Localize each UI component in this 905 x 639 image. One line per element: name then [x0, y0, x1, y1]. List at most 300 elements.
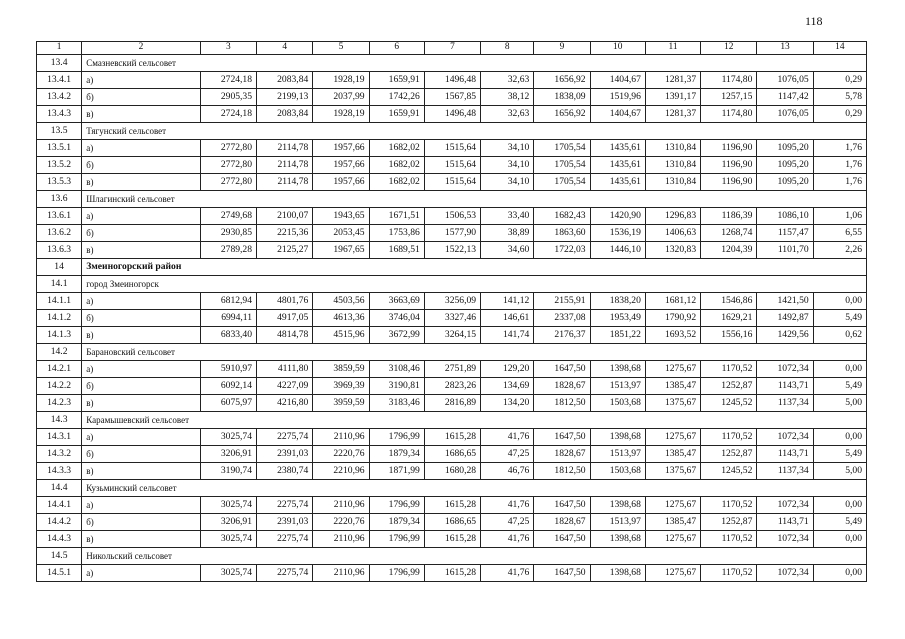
- column-header: 6: [369, 42, 424, 55]
- table-cell: 1095,20: [757, 157, 813, 174]
- section-row: [37, 55, 867, 72]
- table-cell: 1496,48: [424, 72, 480, 89]
- row-code: 13.6.3: [37, 242, 82, 259]
- table-cell: 34,10: [481, 157, 534, 174]
- row-code: 14.1.3: [37, 327, 82, 344]
- table-cell: 2155,91: [534, 293, 590, 310]
- table-cell: 1375,67: [645, 463, 700, 480]
- table-cell: 6833,40: [200, 327, 256, 344]
- section-row: [37, 123, 867, 140]
- table-cell: 1143,71: [757, 514, 813, 531]
- table-cell: 4515,96: [313, 327, 369, 344]
- row-variant: а): [82, 293, 201, 310]
- table-cell: 1503,68: [590, 463, 645, 480]
- table-cell: 4613,36: [313, 310, 369, 327]
- table-cell: 1,06: [813, 208, 866, 225]
- section-row: [37, 480, 867, 497]
- table-cell: 146,61: [481, 310, 534, 327]
- section-code: 13.4: [37, 55, 82, 72]
- table-cell: 2110,96: [313, 429, 369, 446]
- table-cell: 1796,99: [369, 497, 424, 514]
- table-cell: 1391,17: [645, 89, 700, 106]
- table-cell: 2114,78: [257, 140, 313, 157]
- section-code: 14.4: [37, 480, 82, 497]
- table-cell: 5910,97: [200, 361, 256, 378]
- table-cell: 1693,52: [645, 327, 700, 344]
- table-cell: 2110,96: [313, 497, 369, 514]
- table-cell: 2110,96: [313, 531, 369, 548]
- table-cell: 1682,02: [369, 174, 424, 191]
- table-cell: 141,12: [481, 293, 534, 310]
- row-variant: а): [82, 140, 201, 157]
- row-variant: б): [82, 89, 201, 106]
- table-cell: 1072,34: [757, 565, 813, 582]
- table-cell: 1689,51: [369, 242, 424, 259]
- table-cell: 4111,80: [257, 361, 313, 378]
- table-cell: 1252,87: [701, 378, 757, 395]
- table-cell: 1143,71: [757, 378, 813, 395]
- table-cell: 1957,66: [313, 157, 369, 174]
- table-cell: 1647,50: [534, 429, 590, 446]
- row-code: 14.3.2: [37, 446, 82, 463]
- table-cell: 41,76: [481, 497, 534, 514]
- row-variant: а): [82, 497, 201, 514]
- row-code: 13.4.2: [37, 89, 82, 106]
- table-cell: 1496,48: [424, 106, 480, 123]
- column-header: 4: [257, 42, 313, 55]
- section-code: 14.1: [37, 276, 82, 293]
- table-cell: 1170,52: [701, 429, 757, 446]
- table-cell: 38,89: [481, 225, 534, 242]
- table-row: [37, 514, 867, 531]
- section-title: Никольский сельсовет: [82, 548, 867, 565]
- table-cell: 1296,83: [645, 208, 700, 225]
- table-cell: 2772,80: [200, 157, 256, 174]
- table-cell: 1503,68: [590, 395, 645, 412]
- row-code: 13.5.2: [37, 157, 82, 174]
- table-cell: 1536,19: [590, 225, 645, 242]
- table-cell: 1310,84: [645, 174, 700, 191]
- row-variant: б): [82, 514, 201, 531]
- table-cell: 1086,10: [757, 208, 813, 225]
- row-code: 14.3.3: [37, 463, 82, 480]
- table-cell: 2751,89: [424, 361, 480, 378]
- table-cell: 2275,74: [257, 429, 313, 446]
- row-variant: а): [82, 565, 201, 582]
- table-cell: 1275,67: [645, 531, 700, 548]
- table-cell: 1671,51: [369, 208, 424, 225]
- table-cell: 47,25: [481, 446, 534, 463]
- table-cell: 4227,09: [257, 378, 313, 395]
- table-row: [37, 225, 867, 242]
- row-code: 14.3.1: [37, 429, 82, 446]
- table-cell: 5,00: [813, 395, 866, 412]
- table-cell: 1435,61: [590, 174, 645, 191]
- table-cell: 1095,20: [757, 140, 813, 157]
- table-cell: 2053,45: [313, 225, 369, 242]
- table-row: [37, 327, 867, 344]
- table-cell: 1686,65: [424, 514, 480, 531]
- table-cell: 1659,91: [369, 72, 424, 89]
- table-cell: 129,20: [481, 361, 534, 378]
- table-cell: 41,76: [481, 531, 534, 548]
- section-title: Змеиногорский район: [82, 259, 867, 276]
- table-cell: 1681,12: [645, 293, 700, 310]
- row-variant: б): [82, 378, 201, 395]
- table-cell: 1174,80: [701, 106, 757, 123]
- table-cell: 4917,05: [257, 310, 313, 327]
- table-cell: 1076,05: [757, 106, 813, 123]
- table-cell: 1812,50: [534, 463, 590, 480]
- page-number: 118: [805, 14, 823, 28]
- table-cell: 1967,65: [313, 242, 369, 259]
- column-header: 10: [590, 42, 645, 55]
- table-cell: 3859,59: [313, 361, 369, 378]
- table-row: [37, 208, 867, 225]
- section-title: город Змеиногорск: [82, 276, 867, 293]
- table-cell: 5,00: [813, 463, 866, 480]
- table-cell: 2199,13: [257, 89, 313, 106]
- table-cell: 1375,67: [645, 395, 700, 412]
- table-row: [37, 242, 867, 259]
- table-cell: 0,00: [813, 361, 866, 378]
- table-cell: 5,49: [813, 378, 866, 395]
- table-row: [37, 565, 867, 582]
- table-cell: 0,00: [813, 429, 866, 446]
- section-title: Тягунский сельсовет: [82, 123, 867, 140]
- section-row: [37, 412, 867, 429]
- table-cell: 2176,37: [534, 327, 590, 344]
- table-cell: 1170,52: [701, 531, 757, 548]
- section-row: [37, 259, 867, 276]
- table-cell: 1629,21: [701, 310, 757, 327]
- table-cell: 34,60: [481, 242, 534, 259]
- table-cell: 1615,28: [424, 531, 480, 548]
- section-title: Карамышевский сельсовет: [82, 412, 867, 429]
- table-cell: 1310,84: [645, 140, 700, 157]
- table-cell: 1404,67: [590, 106, 645, 123]
- row-code: 14.2.3: [37, 395, 82, 412]
- row-variant: б): [82, 225, 201, 242]
- table-cell: 1546,86: [701, 293, 757, 310]
- table-cell: 1863,60: [534, 225, 590, 242]
- row-code: 14.1.1: [37, 293, 82, 310]
- column-header: 14: [813, 42, 866, 55]
- table-cell: 1519,96: [590, 89, 645, 106]
- table-row: [37, 157, 867, 174]
- table-cell: 1170,52: [701, 361, 757, 378]
- table-cell: 1076,05: [757, 72, 813, 89]
- table-cell: 1398,68: [590, 497, 645, 514]
- table-cell: 1429,56: [757, 327, 813, 344]
- column-header: 3: [200, 42, 256, 55]
- table-cell: 1838,09: [534, 89, 590, 106]
- table-cell: 2816,89: [424, 395, 480, 412]
- table-row: [37, 531, 867, 548]
- table-cell: 1790,92: [645, 310, 700, 327]
- table-cell: 6,55: [813, 225, 866, 242]
- table-cell: 1072,34: [757, 531, 813, 548]
- column-header: 13: [757, 42, 813, 55]
- section-row: [37, 548, 867, 565]
- table-cell: 1522,13: [424, 242, 480, 259]
- section-code: 13.5: [37, 123, 82, 140]
- table-cell: 1,76: [813, 174, 866, 191]
- row-variant: а): [82, 72, 201, 89]
- row-code: 13.6.1: [37, 208, 82, 225]
- table-cell: 1647,50: [534, 565, 590, 582]
- section-row: [37, 344, 867, 361]
- table-cell: 2114,78: [257, 157, 313, 174]
- table-cell: 1879,34: [369, 514, 424, 531]
- table-cell: 1515,64: [424, 174, 480, 191]
- table-cell: 134,69: [481, 378, 534, 395]
- table-cell: 4801,76: [257, 293, 313, 310]
- table-row: [37, 463, 867, 480]
- table-cell: 1275,67: [645, 565, 700, 582]
- column-header: 1: [37, 42, 82, 55]
- table-cell: 1072,34: [757, 429, 813, 446]
- table-cell: 1506,53: [424, 208, 480, 225]
- table-cell: 1722,03: [534, 242, 590, 259]
- table-cell: 1268,74: [701, 225, 757, 242]
- row-code: 13.4.1: [37, 72, 82, 89]
- table-cell: 1943,65: [313, 208, 369, 225]
- table-cell: 6075,97: [200, 395, 256, 412]
- table-cell: 2772,80: [200, 140, 256, 157]
- table-cell: 34,10: [481, 140, 534, 157]
- table-cell: 2210,96: [313, 463, 369, 480]
- table-cell: 1420,90: [590, 208, 645, 225]
- table-cell: 1257,15: [701, 89, 757, 106]
- table-cell: 1446,10: [590, 242, 645, 259]
- table-cell: 1753,86: [369, 225, 424, 242]
- column-header: 7: [424, 42, 480, 55]
- table-row: [37, 106, 867, 123]
- table-cell: 1421,50: [757, 293, 813, 310]
- row-variant: в): [82, 174, 201, 191]
- row-code: 14.4.2: [37, 514, 82, 531]
- table-cell: 1095,20: [757, 174, 813, 191]
- table-cell: 1705,54: [534, 174, 590, 191]
- column-header: 9: [534, 42, 590, 55]
- table-cell: 3206,91: [200, 514, 256, 531]
- table-cell: 1186,39: [701, 208, 757, 225]
- table-cell: 1,76: [813, 140, 866, 157]
- table-cell: 3672,99: [369, 327, 424, 344]
- row-code: 13.4.3: [37, 106, 82, 123]
- table-row: [37, 446, 867, 463]
- table-cell: 1101,70: [757, 242, 813, 259]
- table-cell: 1157,47: [757, 225, 813, 242]
- table-cell: 1492,87: [757, 310, 813, 327]
- column-header: 2: [82, 42, 201, 55]
- table-cell: 1398,68: [590, 565, 645, 582]
- table-row: [37, 72, 867, 89]
- table-cell: 1275,67: [645, 497, 700, 514]
- section-row: [37, 191, 867, 208]
- table-cell: 1647,50: [534, 361, 590, 378]
- section-code: 14: [37, 259, 82, 276]
- table-cell: 2380,74: [257, 463, 313, 480]
- section-title: Шлагинский сельсовет: [82, 191, 867, 208]
- table-cell: 1828,67: [534, 378, 590, 395]
- table-cell: 1615,28: [424, 565, 480, 582]
- table-cell: 1275,67: [645, 429, 700, 446]
- table-cell: 2391,03: [257, 514, 313, 531]
- table-cell: 1196,90: [701, 157, 757, 174]
- table-cell: 3256,09: [424, 293, 480, 310]
- section-code: 14.5: [37, 548, 82, 565]
- table-cell: 1252,87: [701, 446, 757, 463]
- table-cell: 1513,97: [590, 514, 645, 531]
- table-cell: 2110,96: [313, 565, 369, 582]
- table-cell: 6994,11: [200, 310, 256, 327]
- table-cell: 1828,67: [534, 446, 590, 463]
- table-cell: 1796,99: [369, 429, 424, 446]
- table-cell: 1682,43: [534, 208, 590, 225]
- table-cell: 0,00: [813, 293, 866, 310]
- table-cell: 3206,91: [200, 446, 256, 463]
- row-code: 14.4.1: [37, 497, 82, 514]
- row-variant: а): [82, 208, 201, 225]
- table-cell: 2,26: [813, 242, 866, 259]
- table-cell: 1275,67: [645, 361, 700, 378]
- table-cell: 1310,84: [645, 157, 700, 174]
- table-cell: 3264,15: [424, 327, 480, 344]
- row-code: 13.5.1: [37, 140, 82, 157]
- table-cell: 2100,07: [257, 208, 313, 225]
- table-cell: 5,49: [813, 446, 866, 463]
- table-cell: 1281,37: [645, 106, 700, 123]
- table-cell: 1174,80: [701, 72, 757, 89]
- table-cell: 33,40: [481, 208, 534, 225]
- table-row: [37, 174, 867, 191]
- row-variant: б): [82, 157, 201, 174]
- table-cell: 1647,50: [534, 531, 590, 548]
- row-variant: в): [82, 395, 201, 412]
- table-row: [37, 361, 867, 378]
- table-cell: 2789,28: [200, 242, 256, 259]
- table-cell: 1196,90: [701, 140, 757, 157]
- table-row: [37, 429, 867, 446]
- table-cell: 134,20: [481, 395, 534, 412]
- table-cell: 1143,71: [757, 446, 813, 463]
- table-cell: 1404,67: [590, 72, 645, 89]
- table-cell: 4814,78: [257, 327, 313, 344]
- section-title: Смазневский сельсовет: [82, 55, 867, 72]
- table-cell: 3190,81: [369, 378, 424, 395]
- table-cell: 0,62: [813, 327, 866, 344]
- table-cell: 1686,65: [424, 446, 480, 463]
- table-cell: 1796,99: [369, 531, 424, 548]
- section-title: Кузьминский сельсовет: [82, 480, 867, 497]
- table-cell: 2125,27: [257, 242, 313, 259]
- table-cell: 38,12: [481, 89, 534, 106]
- table-cell: 2275,74: [257, 497, 313, 514]
- table-cell: 1705,54: [534, 140, 590, 157]
- row-variant: в): [82, 327, 201, 344]
- table-cell: 2275,74: [257, 565, 313, 582]
- table-cell: 1682,02: [369, 140, 424, 157]
- table-cell: 2930,85: [200, 225, 256, 242]
- row-code: 14.4.3: [37, 531, 82, 548]
- table-cell: 1615,28: [424, 429, 480, 446]
- table-cell: 1871,99: [369, 463, 424, 480]
- row-code: 14.5.1: [37, 565, 82, 582]
- column-header: 11: [645, 42, 700, 55]
- section-code: 14.2: [37, 344, 82, 361]
- table-cell: 1170,52: [701, 565, 757, 582]
- table-cell: 1204,39: [701, 242, 757, 259]
- column-header: 5: [313, 42, 369, 55]
- table-cell: 1245,52: [701, 395, 757, 412]
- table-cell: 1556,16: [701, 327, 757, 344]
- table-cell: 2823,26: [424, 378, 480, 395]
- table-cell: 3190,74: [200, 463, 256, 480]
- row-variant: в): [82, 106, 201, 123]
- table-row: [37, 497, 867, 514]
- table-cell: 2391,03: [257, 446, 313, 463]
- table-row: [37, 140, 867, 157]
- row-code: 14.1.2: [37, 310, 82, 327]
- table-cell: 1398,68: [590, 361, 645, 378]
- table-cell: 3746,04: [369, 310, 424, 327]
- table-cell: 1147,42: [757, 89, 813, 106]
- table-row: [37, 310, 867, 327]
- table-body: [37, 42, 867, 582]
- table-cell: 3025,74: [200, 497, 256, 514]
- table-cell: 2724,18: [200, 72, 256, 89]
- table-cell: 1406,63: [645, 225, 700, 242]
- table-cell: 1577,90: [424, 225, 480, 242]
- table-cell: 3327,46: [424, 310, 480, 327]
- table-cell: 32,63: [481, 72, 534, 89]
- section-code: 14.3: [37, 412, 82, 429]
- table-cell: 5,78: [813, 89, 866, 106]
- table-cell: 1957,66: [313, 174, 369, 191]
- table-cell: 1,76: [813, 157, 866, 174]
- table-cell: 2220,76: [313, 446, 369, 463]
- row-variant: в): [82, 531, 201, 548]
- row-code: 13.5.3: [37, 174, 82, 191]
- table-cell: 1928,19: [313, 106, 369, 123]
- table-cell: 1796,99: [369, 565, 424, 582]
- table-cell: 2772,80: [200, 174, 256, 191]
- table-cell: 46,76: [481, 463, 534, 480]
- section-code: 13.6: [37, 191, 82, 208]
- table-cell: 1398,68: [590, 429, 645, 446]
- table-cell: 3663,69: [369, 293, 424, 310]
- table-header-row: [37, 42, 867, 55]
- table-row: [37, 378, 867, 395]
- table-cell: 0,00: [813, 565, 866, 582]
- table-cell: 2275,74: [257, 531, 313, 548]
- table-cell: 1072,34: [757, 361, 813, 378]
- table-cell: 3959,59: [313, 395, 369, 412]
- table-row: [37, 293, 867, 310]
- table-cell: 1072,34: [757, 497, 813, 514]
- table-cell: 141,74: [481, 327, 534, 344]
- tariff-table: [36, 41, 867, 582]
- table-cell: 3025,74: [200, 565, 256, 582]
- column-header: 12: [701, 42, 757, 55]
- table-cell: 41,76: [481, 429, 534, 446]
- row-variant: а): [82, 361, 201, 378]
- table-cell: 1385,47: [645, 514, 700, 531]
- row-code: 14.2.1: [37, 361, 82, 378]
- table-cell: 6812,94: [200, 293, 256, 310]
